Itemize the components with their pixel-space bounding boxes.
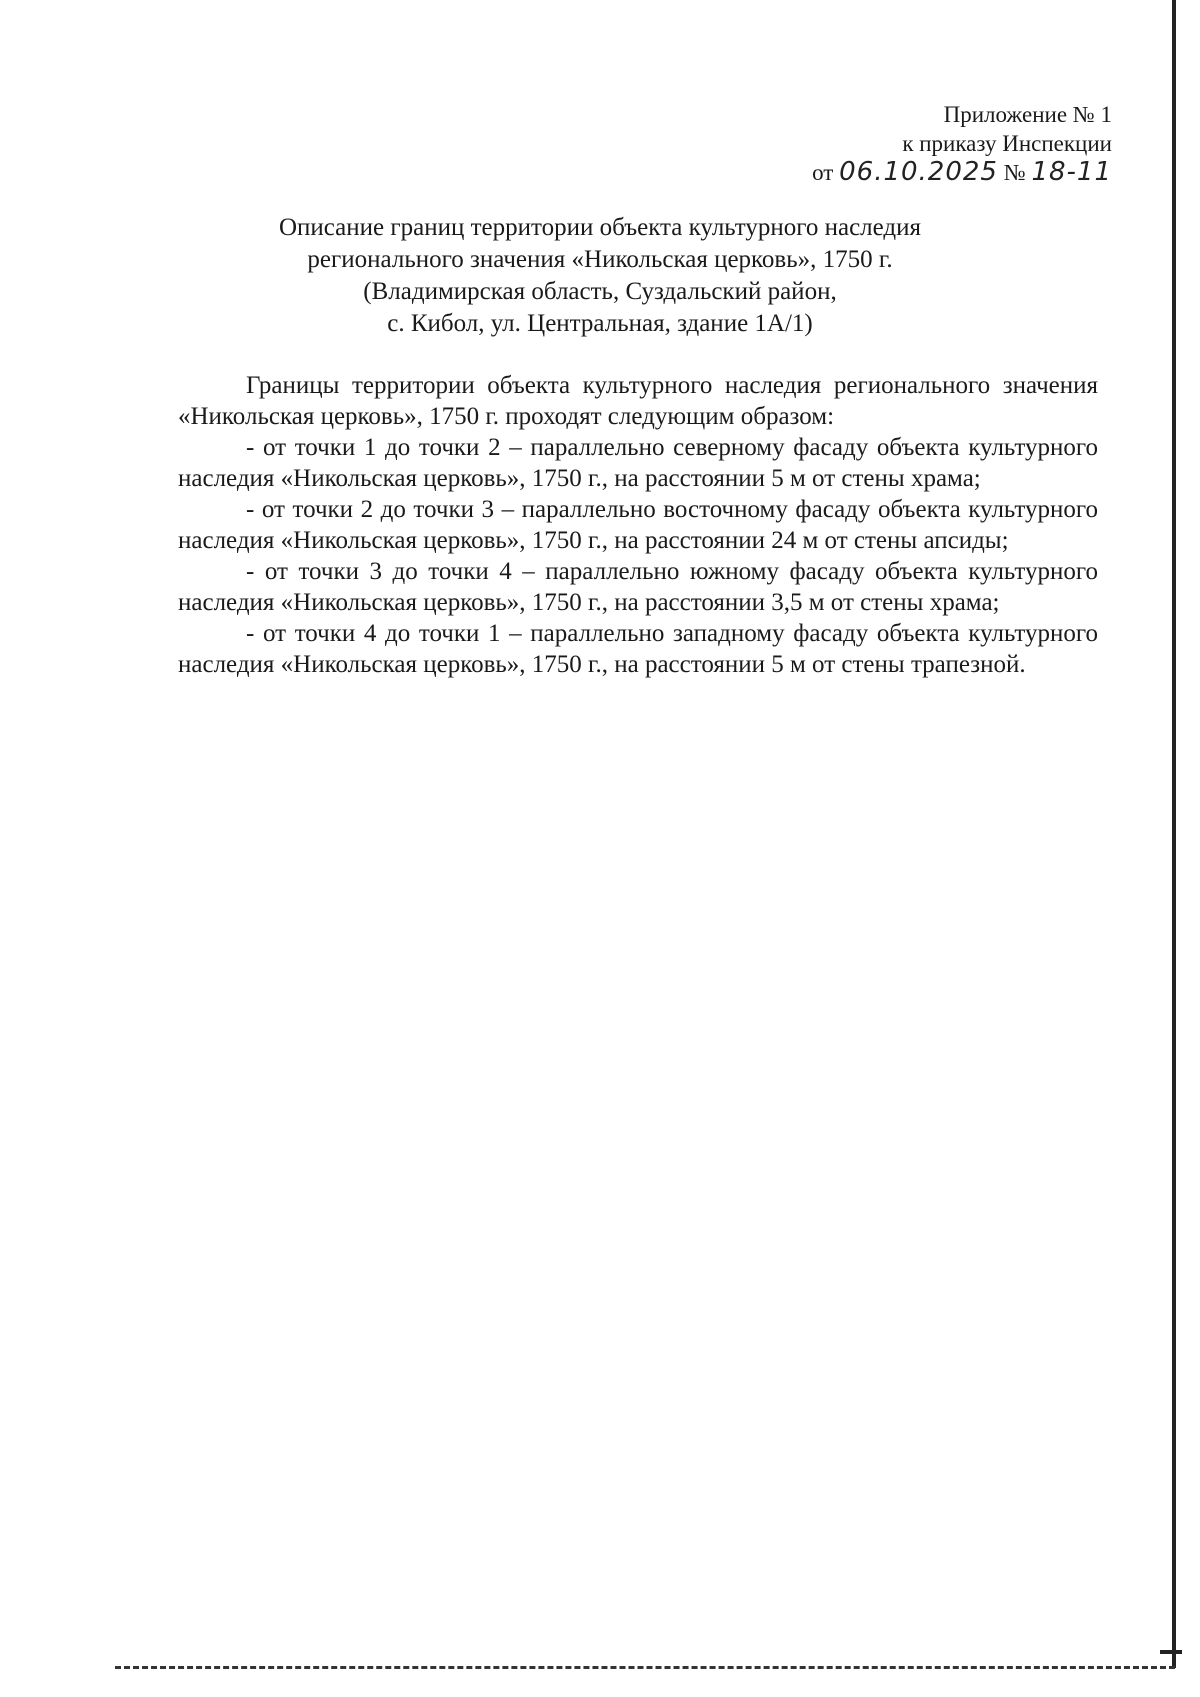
document-body	[178, 370, 1098, 680]
boundary-segment-2-3: - от точки 2 до точки 3 – параллельно восточному фасаду объекта культурного наследия «Никольская церковь», 1750 г., на расстоянии 24 м от стены апсиды;	[178, 496, 1098, 554]
appendix-number: Приложение № 1	[943, 102, 1112, 127]
scan-edge-bottom	[115, 1666, 1175, 1669]
appendix-header	[812, 100, 1112, 187]
title-line-1: Описание границ территории объекта культурного наследия	[278, 214, 922, 241]
intro-paragraph: Границы территории объекта культурного наследия регионального значения «Никольская церковь», 1750 г. проходят следующим образом:	[178, 372, 1098, 430]
handwritten-order-number: 18-11	[1031, 157, 1112, 187]
title-line-2: регионального значения «Никольская церковь», 1750 г.	[307, 246, 893, 273]
boundary-segment-4-1: - от точки 4 до точки 1 – параллельно западному фасаду объекта культурного наследия «Никольская церковь», 1750 г., на расстоянии 5 м от стены трапезной.	[178, 620, 1098, 678]
title-line-4: с. Кибол, ул. Центральная, здание 1А/1)	[387, 310, 813, 337]
boundary-segment-1-2: - от точки 1 до точки 2 – параллельно северному фасаду объекта культурного наследия «Никольская церковь», 1750 г., на расстоянии 5 м от стены храма;	[178, 434, 1098, 492]
boundary-segment-3-4: - от точки 3 до точки 4 – параллельно южному фасаду объекта культурного наследия «Никольская церковь», 1750 г., на расстоянии 3,5 м от стены храма;	[178, 558, 1098, 616]
appendix-order-ref: к приказу Инспекции	[902, 131, 1112, 156]
date-prefix: от	[812, 160, 834, 185]
scan-edge-right	[1172, 0, 1176, 1668]
handwritten-date: 06.10.2025	[839, 157, 998, 187]
scan-edge-right-foot	[1160, 1650, 1182, 1654]
number-prefix: №	[1003, 160, 1026, 185]
title-line-3: (Владимирская область, Суздальский район,	[363, 278, 837, 305]
document-title	[150, 212, 1050, 340]
appendix-date-line	[812, 158, 1112, 187]
